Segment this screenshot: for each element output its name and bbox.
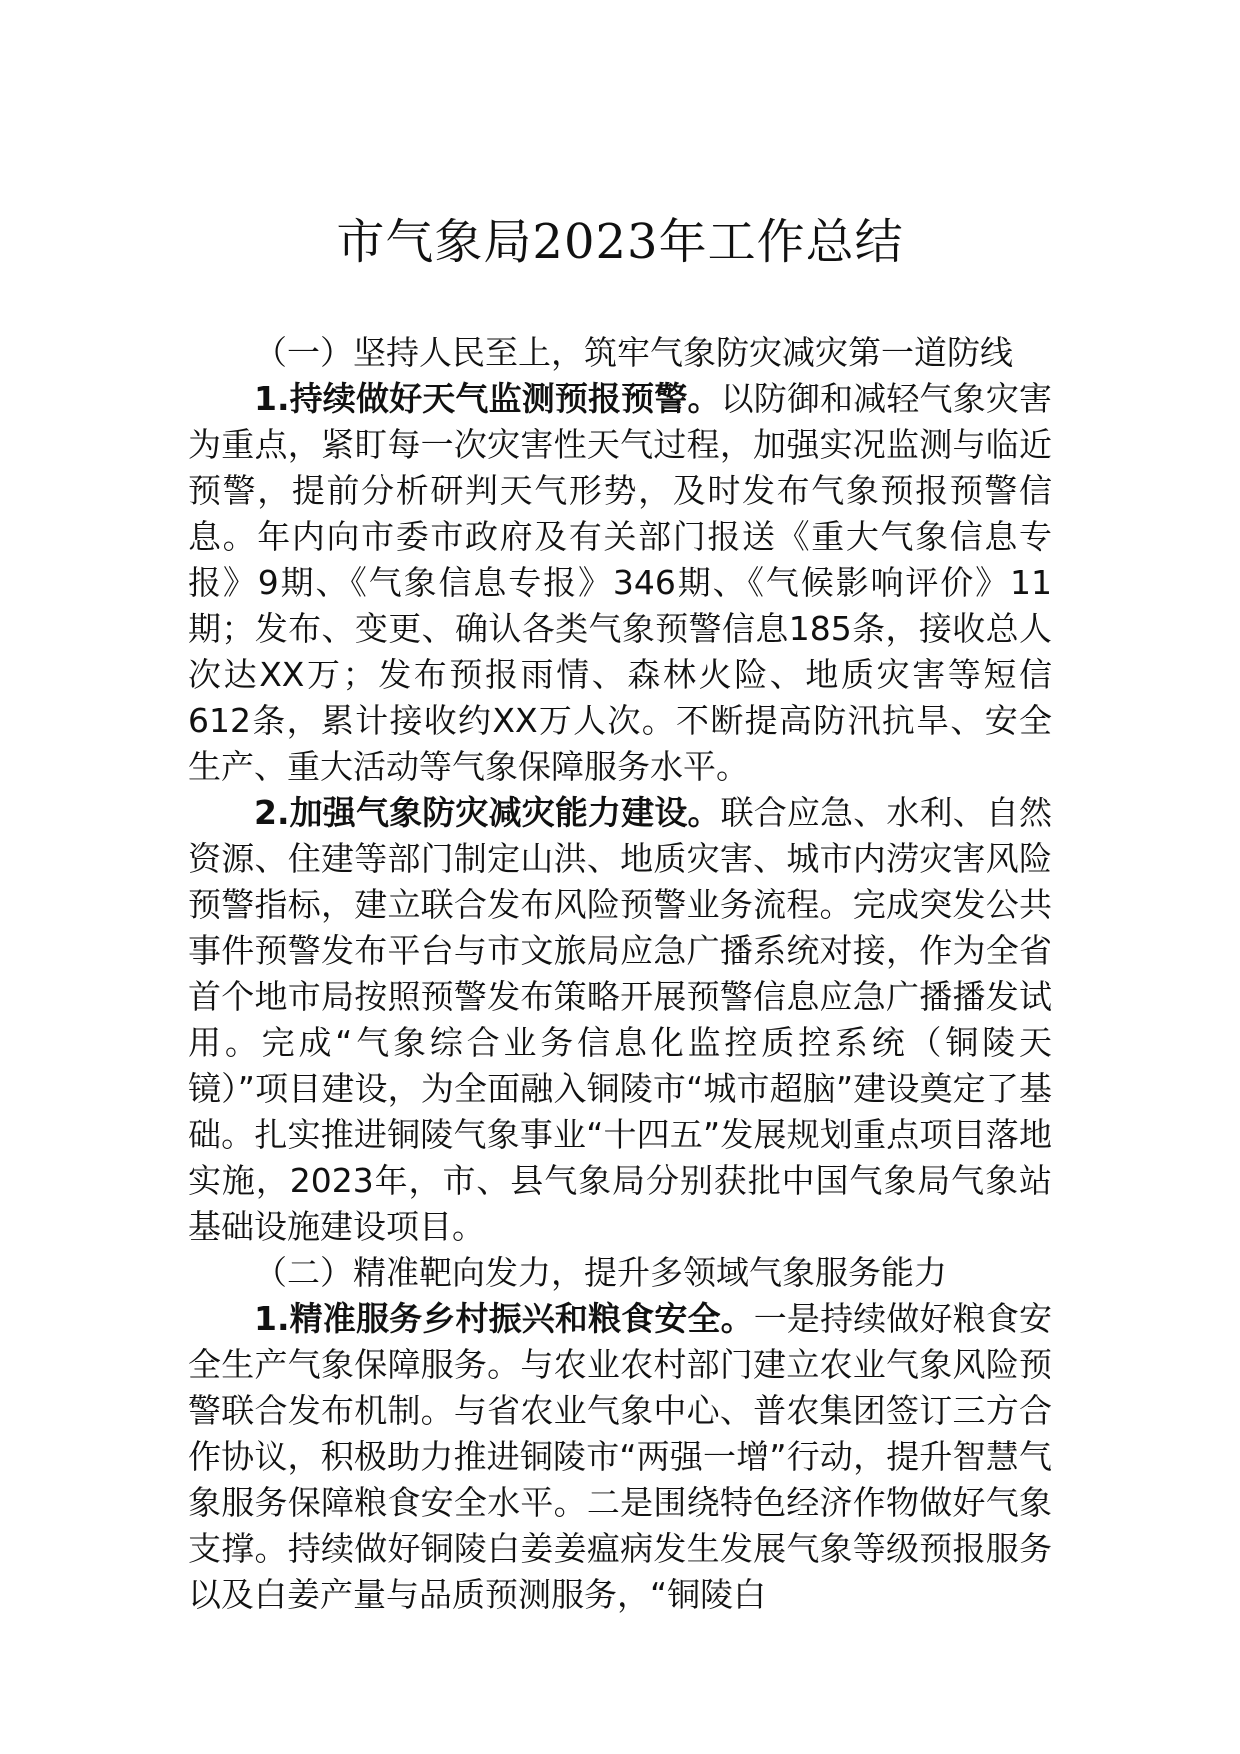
paragraph-2-1 [188, 1296, 1052, 1618]
document-title: 市气象局2023年工作总结 [336, 214, 904, 270]
paragraph-text: 联合应急、水利、自然资源、住建等部门制定山洪、地质灾害、城市内涝灾害风险预警指标，建立联合发布风险预警业务流程。完成突发公共事件预警发布平台与市文旅局应急广播系统对接，作为全省首个地市局按照预警发布策略开展预警信息应急广播播发试用。完成“气象综合业务信息化监控质控系统（铜陵天镜）”项目建设，为全面融入铜陵市“城市超脑”建设奠定了基础。扎实推进铜陵气象事业“十四五”发展规划重点项目落地实施，2023年，市、县气象局分别获批中国气象局气象站基础设施建设项目。 [188, 793, 1053, 1246]
paragraph-1-1 [188, 376, 1052, 790]
paragraph-lead: 1.精准服务乡村振兴和粮食安全。 [254, 1299, 754, 1338]
paragraph-text: 以防御和减轻气象灾害为重点，紧盯每一次灾害性天气过程，加强实况监测与临近预警，提前分析研判天气形势，及时发布气象预报预警信息。年内向市委市政府及有关部门报送《重大气象信息专报》9期、《气象信息专报》346期、《气候影响评价》11期；发布、变更、确认各类气象预警信息185条，接收总人次达XX万；发布预报雨情、森林火险、地质灾害等短信612条，累计接收约XX万人次。不断提高防汛抗旱、安全生产、重大活动等气象保障服务水平。 [188, 379, 1053, 786]
section-heading-2: （二）精准靶向发力，提升多领域气象服务能力 [254, 1253, 947, 1292]
paragraph-lead: 1.持续做好天气监测预报预警。 [254, 379, 721, 418]
paragraph-1-2 [188, 790, 1052, 1250]
document-body [188, 330, 1052, 1618]
section-heading-1: （一）坚持人民至上，筑牢气象防灾减灾第一道防线 [254, 333, 1013, 372]
paragraph-text: 一是持续做好粮食安全生产气象保障服务。与农业农村部门建立农业气象风险预警联合发布机制。与省农业气象中心、普农集团签订三方合作协议，积极助力推进铜陵市“两强一增”行动，提升智慧气象服务保障粮食安全水平。二是围绕特色经济作物做好气象支撑。持续做好铜陵白姜姜瘟病发生发展气象等级预报服务以及白姜产量与品质预测服务，“铜陵白 [188, 1299, 1052, 1614]
paragraph-lead: 2.加强气象防灾减灾能力建设。 [254, 793, 721, 832]
